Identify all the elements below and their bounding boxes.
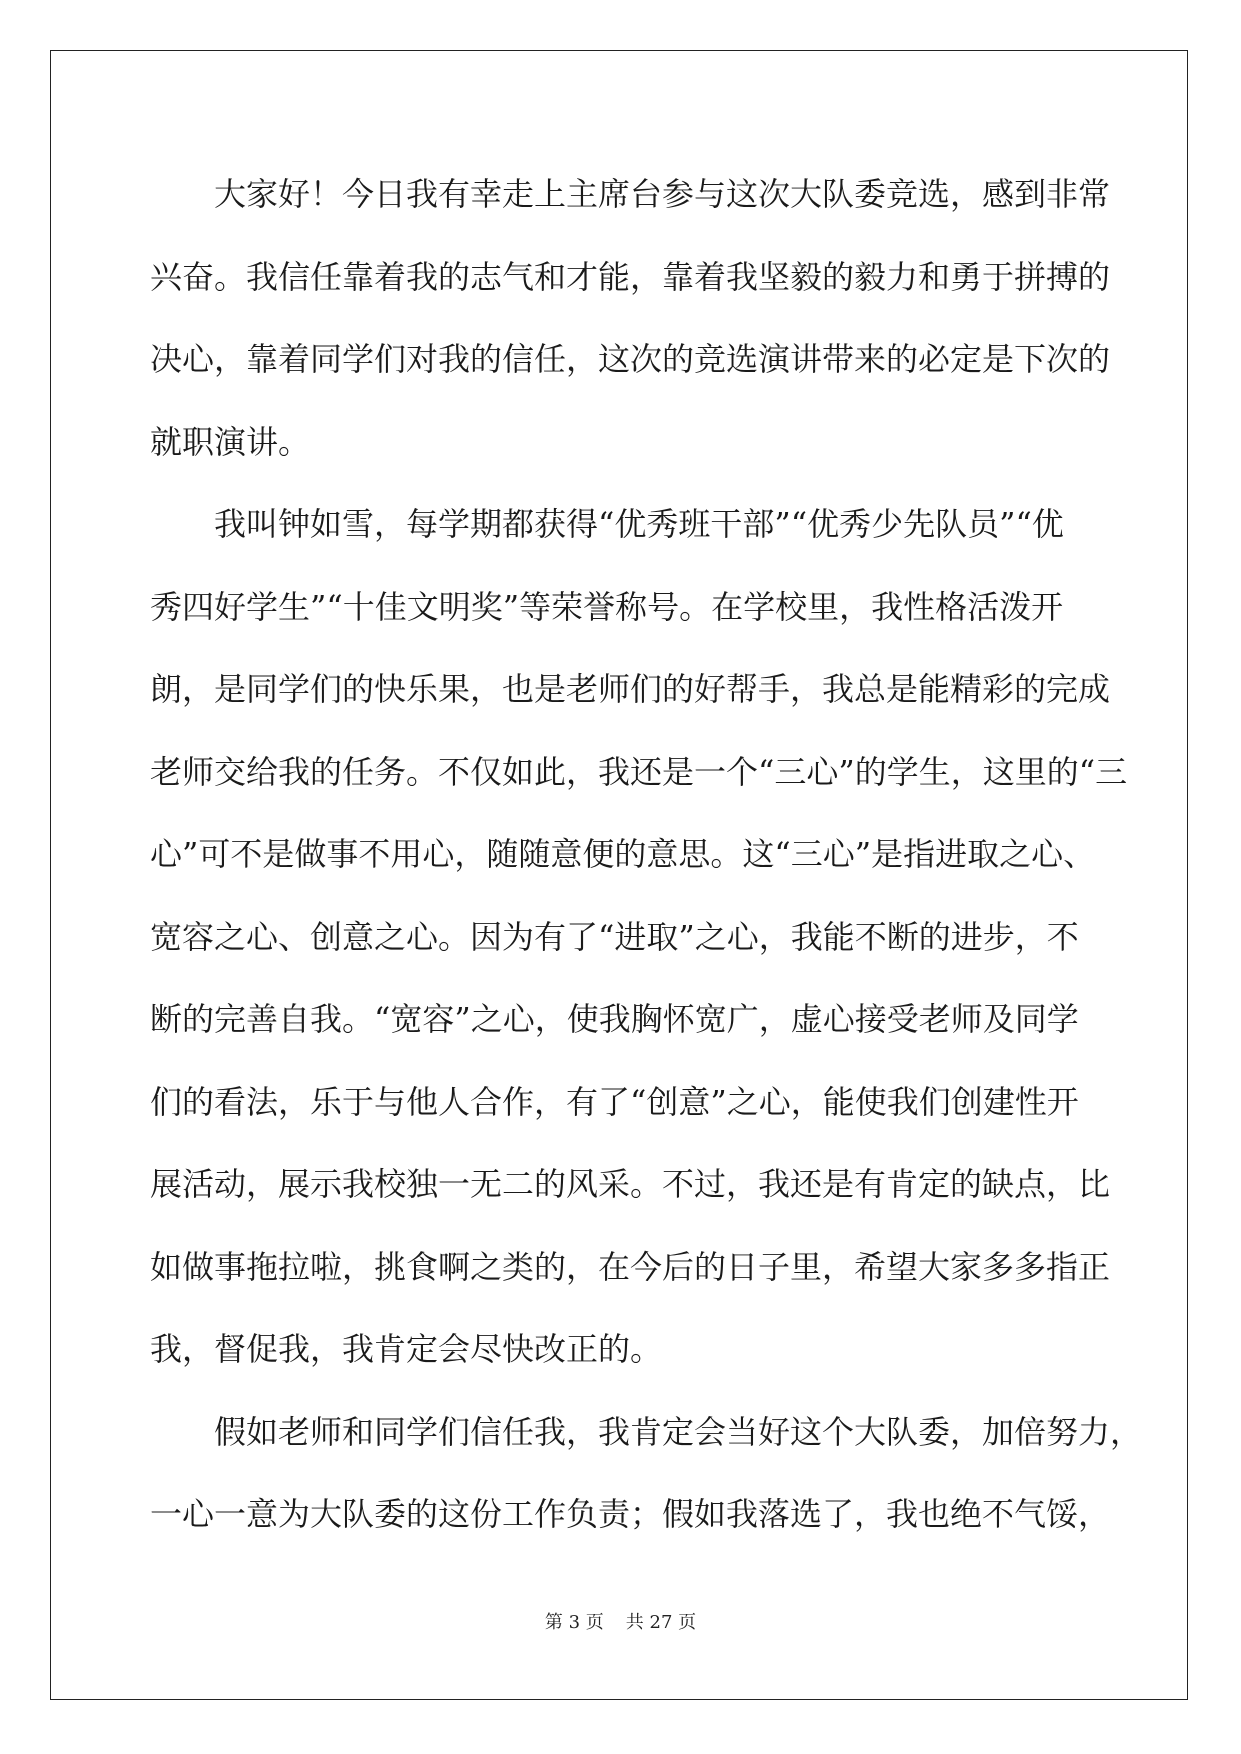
- text-line: 大家好！今日我有幸走上主席台参与这次大队委竞选，感到非常: [214, 175, 1111, 213]
- text-line: 兴奋。我信任靠着我的志气和才能，靠着我坚毅的毅力和勇于拼搏的: [150, 257, 1111, 296]
- text-line: 我叫钟如雪，每学期都获得“优秀班干部”“优秀少先队员”“优: [214, 505, 1064, 543]
- page-number: 第 3 页: [544, 1612, 604, 1633]
- page-footer: [0, 1608, 1241, 1634]
- text-line: 决心，靠着同学们对我的信任，这次的竞选演讲带来的必定是下次的: [150, 340, 1111, 378]
- text-line: 就职演讲。: [150, 422, 311, 461]
- text-line: 秀四好学生”“十佳文明奖”等荣誉称号。在学校里，我性格活泼开: [150, 587, 1064, 626]
- text-line: 展活动，展示我校独一无二的风采。不过，我还是有肯定的缺点，比: [150, 1165, 1111, 1203]
- text-line: 们的看法，乐于与他人合作，有了“创意”之心，能使我们创建性开: [150, 1082, 1079, 1121]
- text-line: 断的完善自我。“宽容”之心，使我胸怀宽广，虚心接受老师及同学: [150, 1000, 1079, 1038]
- text-line: 老师交给我的任务。不仅如此，我还是一个“三心”的学生，这里的“三: [150, 752, 1128, 791]
- document-body: [150, 164, 1143, 1567]
- text-line: 朗，是同学们的快乐果，也是老师们的好帮手，我总是能精彩的完成: [150, 670, 1111, 708]
- page-total: 共 27 页: [625, 1612, 697, 1633]
- text-line: 宽容之心、创意之心。因为有了“进取”之心，我能不断的进步，不: [150, 917, 1079, 956]
- text-line: 假如老师和同学们信任我，我肯定会当好这个大队委，加倍努力，: [214, 1412, 1143, 1451]
- text-line: 心”可不是做事不用心，随随意便的意思。这“三心”是指进取之心、: [150, 835, 1096, 873]
- text-line: 如做事拖拉啦，挑食啊之类的，在今后的日子里，希望大家多多指正: [150, 1247, 1111, 1286]
- text-line: 一心一意为大队委的这份工作负责；假如我落选了，我也绝不气馁，: [150, 1495, 1111, 1533]
- text-line: 我，督促我，我肯定会尽快改正的。: [150, 1330, 663, 1368]
